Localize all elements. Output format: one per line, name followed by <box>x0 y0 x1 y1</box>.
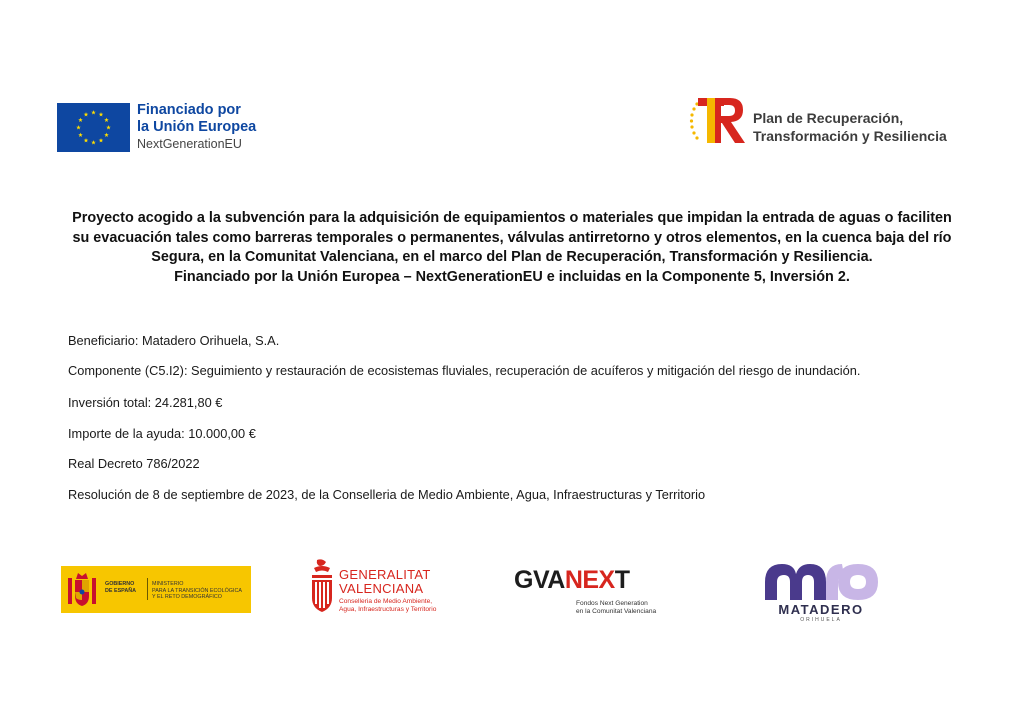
generalitat-line1: GENERALITAT <box>339 567 431 582</box>
resolution-text: Resolución de 8 de septiembre de 2023, de la Conselleria de Medio Ambiente, Agua, Infraestructuras y Territorio <box>68 487 706 502</box>
gobierno-line1: GOBIERNO <box>105 581 135 587</box>
generalitat-name <box>339 568 431 596</box>
matadero-logo <box>762 560 880 626</box>
eu-star-icon <box>78 118 83 122</box>
ministry-text <box>152 581 242 601</box>
heading-line2: su evacuación tales como barreras temporales o permanentes, válvulas antirretorno y otros elementos, en la cuenca baja del río <box>72 229 952 246</box>
gvanext-sub1: Fondos Next Generation <box>576 600 648 607</box>
spain-coat-of-arms-icon <box>65 570 99 609</box>
ministry-line3: Y EL RETO DEMOGRÁFICO <box>152 594 222 600</box>
eu-star-icon <box>84 138 89 142</box>
prtr-logo <box>688 95 978 147</box>
gvanext-subtitle <box>576 600 656 616</box>
eu-star-icon <box>104 118 109 122</box>
conselleria-line2: Agua, Infraestructuras y Territorio <box>339 606 437 613</box>
gvanext-part3: T <box>614 566 630 594</box>
heading-line1: Proyecto acogido a la subvención para la adquisición de equipamientos o materiales que impidan la entrada de aguas o faciliten <box>72 210 952 226</box>
gvanext-part2: NEX <box>564 566 615 594</box>
eu-star-icon <box>99 112 104 116</box>
ministry-line2: PARA LA TRANSICIÓN ECOLÓGICA <box>152 587 242 594</box>
gobierno-espana-logo <box>61 566 251 613</box>
eu-logo-line1: Financiado por <box>137 102 241 118</box>
heading-line4: Financiado por la Unión Europea – NextGenerationEU e incluidas en la Componente 5, Inversión 2. <box>174 268 850 285</box>
eu-logo-line3: NextGenerationEU <box>137 137 242 151</box>
beneficiary-text: Beneficiario: Matadero Orihuela, S.A. <box>68 333 280 348</box>
prtr-logo-line2: Transformación y Resiliencia <box>753 128 947 144</box>
eu-star-icon <box>91 110 96 114</box>
prtr-logo-text <box>753 109 947 145</box>
gvanext-part1: GVA <box>514 566 565 594</box>
aid-amount-text: Importe de la ayuda: 10.000,00 € <box>68 426 256 441</box>
eu-logo-text <box>137 102 256 153</box>
generalitat-line2: VALENCIANA <box>339 581 424 596</box>
total-investment-text: Inversión total: 24.281,80 € <box>68 395 223 410</box>
gobierno-divider <box>147 578 148 600</box>
eu-star-icon <box>106 125 111 129</box>
component-text: Componente (C5.I2): Seguimiento y restauración de ecosistemas fluviales, recuperación de acuíferos y mitigación del riesgo de inundación. <box>68 363 861 378</box>
gobierno-text <box>105 581 136 594</box>
eu-star-icon <box>99 138 104 142</box>
gvanext-logo <box>514 566 674 616</box>
conselleria-text <box>339 598 436 614</box>
generalitat-crest-icon <box>308 558 336 616</box>
matadero-word: MATADERO <box>778 602 864 617</box>
eu-star-icon <box>78 133 83 137</box>
eu-star-icon <box>91 140 96 144</box>
eu-star-icon <box>84 112 89 116</box>
heading-line3: Segura, en la Comunitat Valenciana, en el marco del Plan de Recuperación, Transformación y Resiliencia. <box>151 249 873 265</box>
prtr-emblem-icon <box>688 95 750 147</box>
eu-star-icon <box>76 125 81 129</box>
eu-star-icon <box>104 133 109 137</box>
eu-logo-line2: la Unión Europea <box>137 119 257 135</box>
eu-flag-icon <box>57 103 130 152</box>
conselleria-line1: Conselleria de Medio Ambiente, <box>339 598 433 605</box>
matadero-emblem-icon <box>762 560 880 602</box>
eu-funding-logo <box>57 103 272 153</box>
project-heading <box>40 209 984 287</box>
matadero-sub: ORIHUELA <box>800 617 842 623</box>
royal-decree-text: Real Decreto 786/2022 <box>68 456 200 471</box>
prtr-logo-line1: Plan de Recuperación, <box>753 110 904 126</box>
gvanext-wordmark <box>514 566 630 594</box>
ministry-line1: MINISTERIO <box>152 581 184 587</box>
generalitat-valenciana-logo <box>308 556 458 620</box>
gvanext-sub2: en la Comunitat Valenciana <box>576 608 657 615</box>
gobierno-line2: DE ESPAÑA <box>105 587 137 594</box>
